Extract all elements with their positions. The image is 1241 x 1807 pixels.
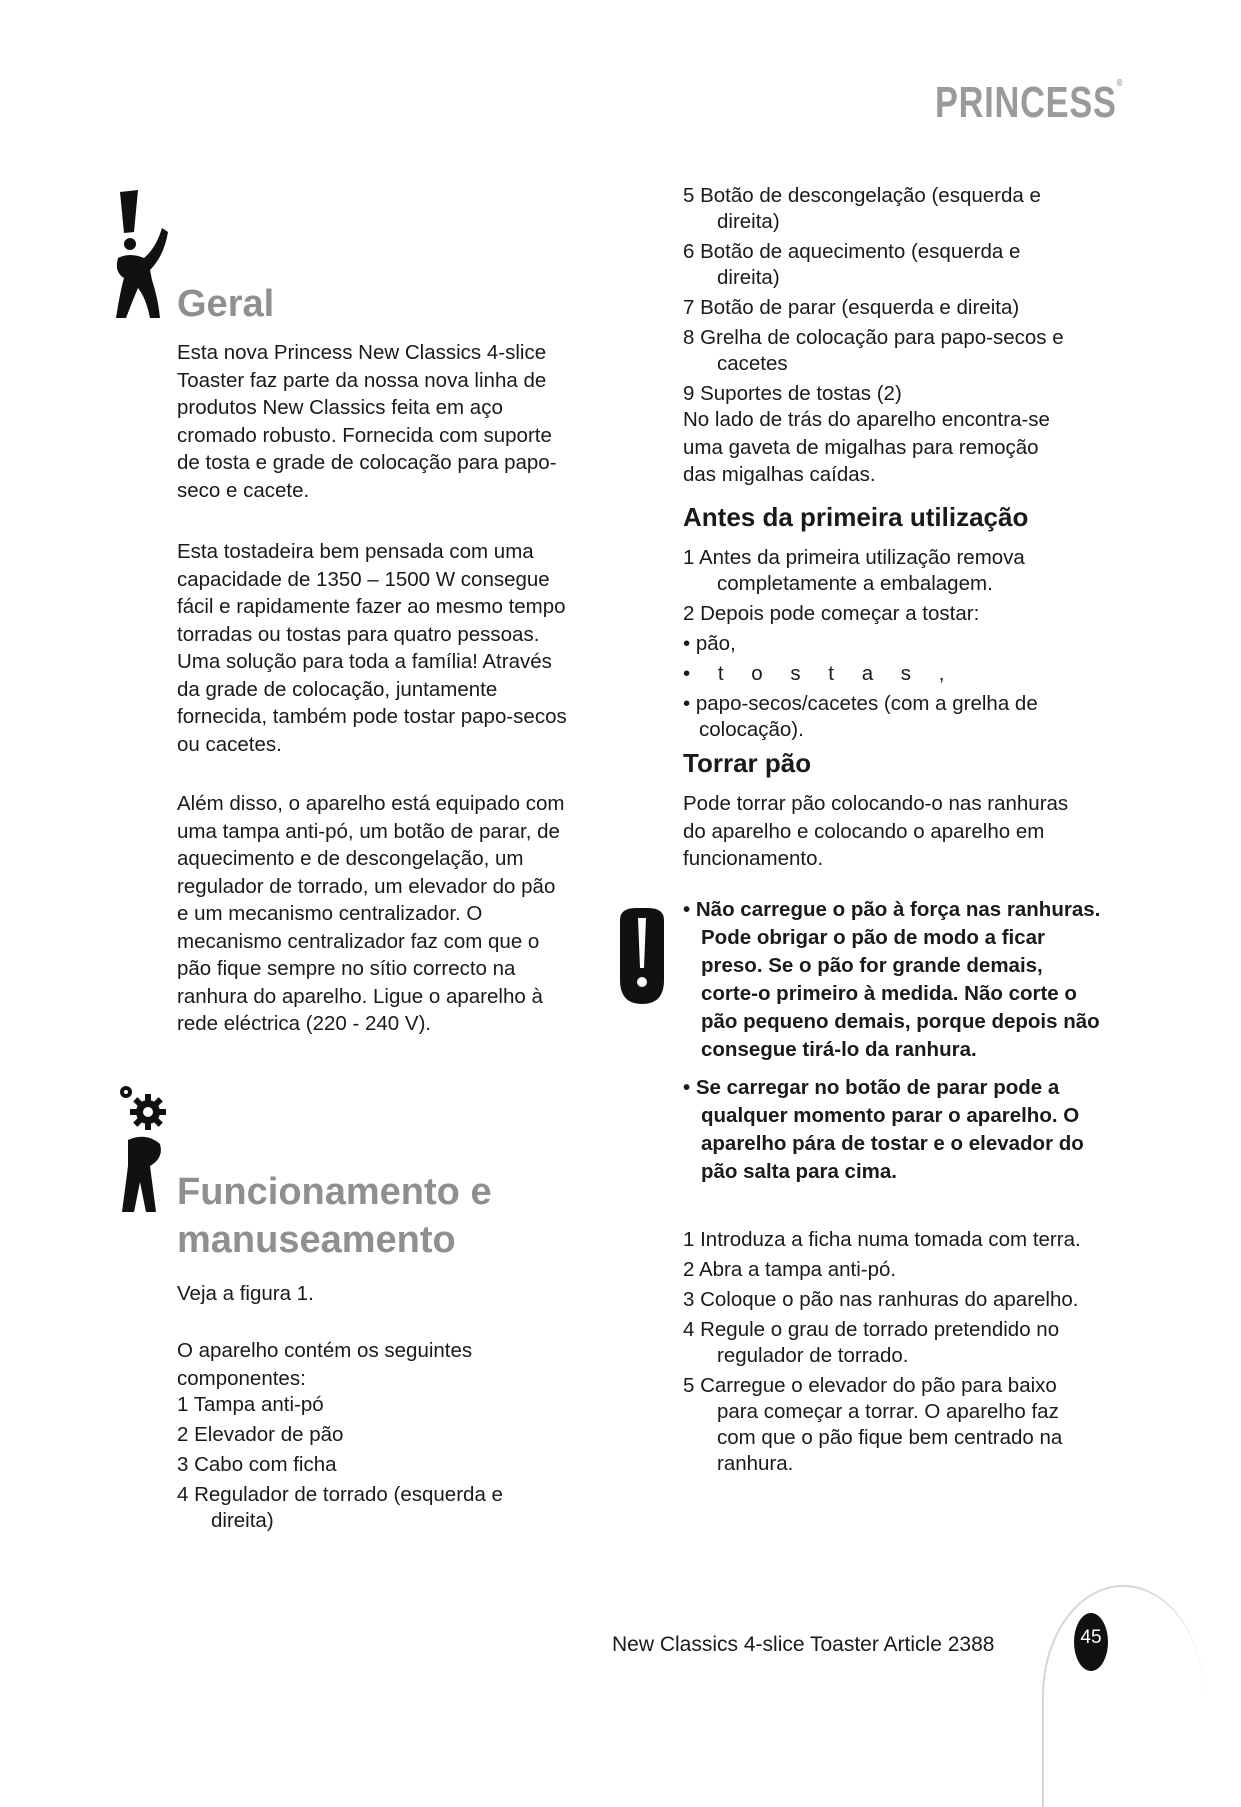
list-item: 2 Elevador de pão: [177, 1423, 344, 1446]
see-figure-text: Veja a figura 1.: [177, 1282, 314, 1305]
text-line: ranhura do aparelho. Ligue o aparelho à: [177, 984, 543, 1008]
list-item: 6 Botão de aquecimento (esquerda e direita): [683, 240, 1021, 289]
text-line: componentes:: [177, 1366, 306, 1390]
text-line: torradas ou tostas para quatro pessoas.: [177, 622, 540, 646]
text-line: pão fique sempre no sítio correcto na: [177, 957, 516, 980]
text-line: capacidade de 1350 – 1500 W consegue: [177, 567, 550, 591]
before-first-use-steps: [683, 545, 1083, 747]
toast-intro-text: [683, 790, 1123, 873]
text-line: fornecida, também pode tostar papo-secos: [177, 705, 567, 728]
text-line: Uma solução para toda a família! Através: [177, 650, 552, 673]
geral-paragraph-3: [177, 790, 607, 1038]
registered-mark: ®: [1116, 78, 1124, 89]
text-line: ou cacetes.: [177, 732, 282, 756]
crumb-drawer-text: [683, 406, 1123, 489]
text-line: rede eléctrica (220 - 240 V).: [177, 1012, 432, 1035]
gear-person-icon: [116, 1082, 176, 1214]
text-line: e um mecanismo centralizador. O: [177, 902, 483, 925]
bullet-item: • papo-secos/cacetes (com a grelha de colocação).: [683, 692, 1038, 741]
text-line: funcionamento.: [683, 847, 824, 870]
functioning-title-line2: manuseamento: [177, 1219, 456, 1261]
text-line: fácil e rapidamente fazer ao mesmo tempo: [177, 595, 566, 618]
components-list-left: [177, 1392, 557, 1538]
text-line: das migalhas caídas.: [683, 463, 876, 486]
list-item: 3 Coloque o pão nas ranhuras do aparelho.: [683, 1288, 1079, 1311]
geral-title: Geral: [177, 283, 275, 325]
list-item: 5 Botão de descongelação (esquerda e direita): [683, 184, 1041, 233]
components-list-right: [683, 183, 1083, 411]
toast-bread-title: Torrar pão: [683, 748, 812, 778]
brand-logo: [935, 78, 1123, 128]
text-line: do aparelho e colocando o aparelho em: [683, 819, 1045, 843]
info-person-icon: [112, 188, 174, 320]
text-line: aquecimento e de descongelação, um: [177, 847, 524, 870]
page-number: 45: [1074, 1613, 1108, 1671]
list-item: 2 Depois pode começar a tostar:: [683, 602, 980, 625]
list-item: 1 Introduza a ficha numa tomada com terra.: [683, 1228, 1081, 1251]
bullet-item: • t o s t a s ,: [683, 662, 956, 685]
text-line: Pode torrar pão colocando-o nas ranhuras: [683, 792, 1069, 815]
text-line: regulador de torrado, um elevador do pão: [177, 874, 556, 898]
bullet-item: • pão,: [683, 632, 736, 655]
list-item: 9 Suportes de tostas (2): [683, 382, 902, 405]
list-item: 1 Tampa anti-pó: [177, 1393, 324, 1416]
list-item: 8 Grelha de colocação para papo-secos e cacetes: [683, 326, 1064, 375]
before-first-use-title: Antes da primeira utilização: [683, 502, 1029, 532]
list-item: 3 Cabo com ficha: [177, 1453, 337, 1476]
text-line: de tosta e grade de colocação para papo-: [177, 451, 557, 474]
text-line: cromado robusto. Fornecida com suporte: [177, 423, 552, 447]
text-line: Além disso, o aparelho está equipado com: [177, 792, 565, 815]
geral-paragraph-2: [177, 538, 607, 758]
footer-text: New Classics 4-slice Toaster Article 2388: [612, 1633, 995, 1656]
text-line: uma gaveta de migalhas para remoção: [683, 435, 1039, 459]
functioning-title: [177, 1168, 617, 1264]
list-item: 4 Regulador de torrado (esquerda e direita): [177, 1483, 503, 1532]
warning-icon: [616, 906, 668, 1006]
text-line: No lado de trás do aparelho encontra-se: [683, 408, 1050, 431]
warnings: [683, 896, 1103, 1186]
components-intro: [177, 1337, 607, 1392]
text-line: produtos New Classics feita em aço: [177, 396, 503, 419]
logo-text: PRINCESS: [935, 78, 1117, 127]
text-line: O aparelho contém os seguintes: [177, 1339, 473, 1362]
text-line: mecanismo centralizador faz com que o: [177, 929, 540, 953]
warning-item: • Não carregue o pão à força nas ranhuras. Pode obrigar o pão de modo a ficar preso. Se o pão for grande demais, corte-o primeiro à medida. Não corte o pão pequeno demais, porque depois não consegue tirá-lo da ranhura.: [683, 898, 1101, 1061]
toast-steps: [683, 1227, 1093, 1481]
decorative-arc: [1042, 1585, 1204, 1807]
geral-paragraph-1: [177, 339, 607, 504]
text-line: seco e cacete.: [177, 478, 310, 502]
list-item: 4 Regule o grau de torrado pretendido no regulador de torrado.: [683, 1318, 1060, 1367]
list-item: 7 Botão de parar (esquerda e direita): [683, 296, 1020, 319]
text-line: da grade de colocação, juntamente: [177, 677, 498, 701]
text-line: Esta tostadeira bem pensada com uma: [177, 540, 534, 563]
list-item: 1 Antes da primeira utilização remova completamente a embalagem.: [683, 546, 1025, 595]
list-item: 2 Abra a tampa anti-pó.: [683, 1258, 897, 1281]
warning-item: • Se carregar no botão de parar pode a qualquer momento parar o aparelho. O aparelho pára de tostar e o elevador do pão salta para cima.: [683, 1076, 1084, 1183]
text-line: Toaster faz parte da nossa nova linha de: [177, 368, 547, 392]
functioning-title-line1: Funcionamento e: [177, 1171, 492, 1213]
list-item: 5 Carregue o elevador do pão para baixo para começar a torrar. O aparelho faz com que o pão fique bem centrado na ranhura.: [683, 1374, 1063, 1475]
text-line: Esta nova Princess New Classics 4-slice: [177, 341, 547, 364]
text-line: uma tampa anti-pó, um botão de parar, de: [177, 819, 560, 843]
